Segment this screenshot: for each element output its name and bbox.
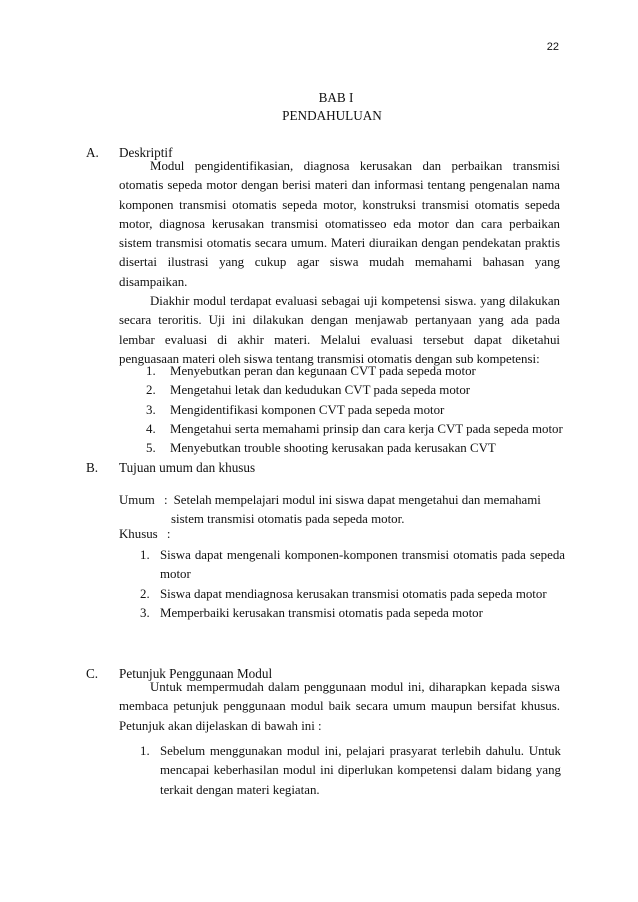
umum-text-1: Setelah mempelajari modul ini siswa dapat mengetahui dan memahami <box>173 493 541 507</box>
section-a-paragraph-1: Modul pengidentifikasian, diagnosa kerusakan dan perbaikan transmisi otomatis sepeda motor dengan berisi materi dan informasi tentang pengenalan nama komponen transmisi otomatis sepeda motor, konstruksi transmisi otomatis sepeda motor, diagnosa kerusakan transmisi otomatisseo eda motor dan cara perbaikan sistem transmisi otomatis secara umum. Materi diuraikan dengan pendekatan praktis disertai ilustrasi yang cukup agar siswa mudah memahami bahasan yang disampaikan. <box>119 159 560 289</box>
umum-text-2: sistem transmisi otomatis pada sepeda motor. <box>171 512 405 527</box>
petunjuk-list <box>140 742 561 800</box>
list-item: 5. Menyebutkan trouble shooting kerusakan pada kerusakan CVT <box>146 441 496 456</box>
list-item: 2. Mengetahui letak dan kedudukan CVT pada sepeda motor <box>146 383 471 398</box>
chapter-title: PENDAHULUAN <box>282 108 382 123</box>
umum-label: Umum <box>119 493 155 507</box>
tujuan-khusus-list <box>140 546 565 623</box>
section-c-paragraph: Untuk mempermudah dalam penggunaan modul ini, diharapkan kepada siswa membaca petunjuk penggunaan modul baik secara umum maupun bersifat khusus. Petunjuk akan dijelaskan di bawah ini : <box>119 680 560 733</box>
khusus-label: Khusus <box>119 527 158 541</box>
umum-colon: : <box>164 493 168 507</box>
list-item: 1. Menyebutkan peran dan kegunaan CVT pada sepeda motor <box>146 364 476 378</box>
list-item: 4. Mengetahui serta memahami prinsip dan cara kerja CVT pada sepeda motor <box>146 421 563 436</box>
section-b-heading: Tujuan umum dan khusus <box>119 460 256 475</box>
section-a-paragraph-2: Diakhir modul terdapat evaluasi sebagai uji kompetensi siswa. yang dilakukan secara teroritis. Uji ini dilakukan dengan menjawab pertanyaan yang ada pada lembar evaluasi di akhir materi. Melalui evaluasi tersebut dapat diketahui penguasaan materi oleh siswa tentang transmisi otomatis dengan sub kompetensi: <box>119 294 560 366</box>
section-a-heading: Deskriptif <box>119 145 173 160</box>
section-c-letter: C. <box>86 666 99 681</box>
list-item: 3. Mengidentifikasi komponen CVT pada sepeda motor <box>146 402 445 417</box>
competency-list <box>146 362 566 458</box>
page-number: 22 <box>546 41 559 53</box>
list-item: 3. Memperbaiki kerusakan transmisi otomatis pada sepeda motor <box>140 605 483 620</box>
tujuan-umum <box>119 491 560 530</box>
section-b-letter: B. <box>86 460 99 475</box>
section-c-heading: Petunjuk Penggunaan Modul <box>119 666 273 681</box>
section-a-letter: A. <box>86 145 99 160</box>
list-item: 2. Siswa dapat mendiagnosa kerusakan transmisi otomatis pada sepeda motor <box>140 586 547 601</box>
khusus-colon: : <box>166 527 171 541</box>
section-a-body <box>119 157 560 369</box>
khusus-heading <box>119 527 171 542</box>
section-c-body <box>119 678 560 736</box>
chapter-label: BAB I <box>318 90 354 105</box>
list-item: 1. Siswa dapat mengenali komponen-komponen transmisi otomatis pada sepeda motor <box>140 548 565 582</box>
list-item: 1. Sebelum menggunakan modul ini, pelajari prasyarat terlebih dahulu. Untuk mencapai keberhasilan modul ini diperlukan kompetensi dalam bidang yang terkait dengan materi kegiatan. <box>140 744 561 797</box>
